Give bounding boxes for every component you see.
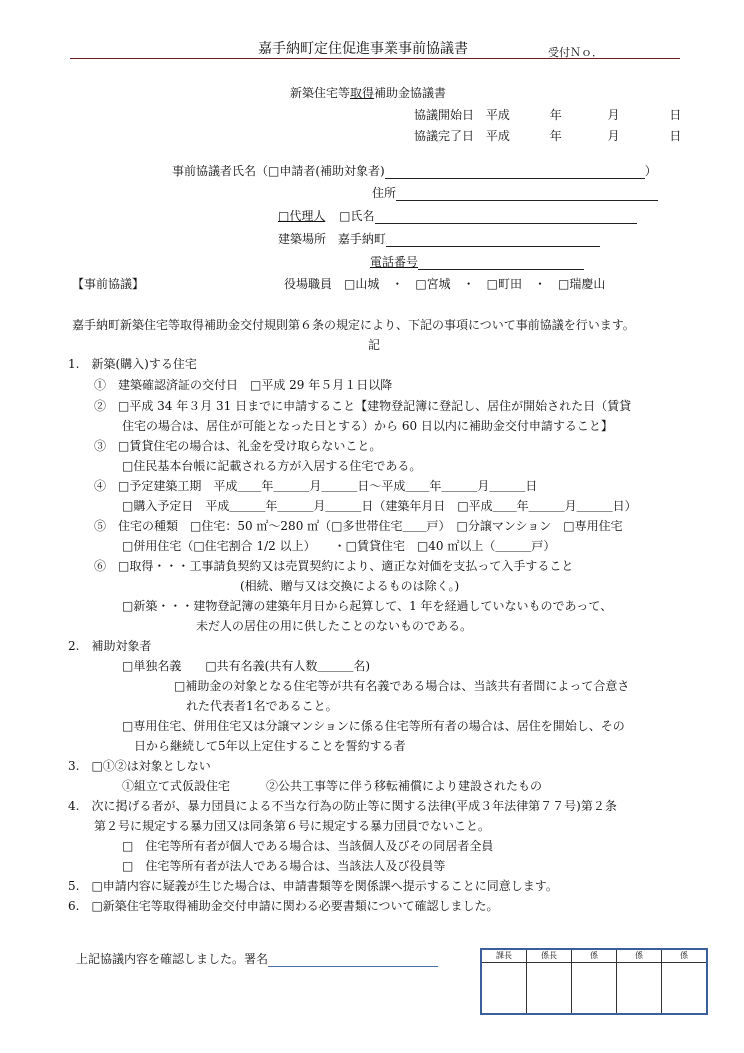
address-field[interactable]: [396, 186, 658, 201]
signature-field[interactable]: [268, 952, 438, 967]
item-line: 5. □申請内容に疑義が生じた場合は、申請書類等を関係課へ提示することに同意します。: [68, 879, 558, 893]
item-line: 住宅の場合は、居住が可能となった日とする）から 60 日以内に補助金交付申請すること】: [122, 419, 613, 433]
item-line: れた代表者1名であること。: [186, 699, 338, 713]
item-line: ② □平成 34 年３月 31 日までに申請すること【建物登記簿に登記し、居住が開始された日（賃貸: [94, 399, 632, 413]
item-line: 第２号に規定する暴力団又は同条第６号に規定する暴力団員でないこと。: [94, 819, 491, 833]
month-unit: 月: [607, 129, 620, 143]
item-line: □補助金の対象となる住宅等が共有名義である場合は、当該共有者間によって合意さ: [174, 679, 630, 693]
stamp-cell[interactable]: [662, 963, 708, 1015]
end-date-row: [414, 127, 681, 144]
stamp-cell[interactable]: [527, 963, 572, 1015]
item-line: □併用住宅（□住宅割合 1/2 以上） ・□賃貸住宅 □40 ㎡以上（＿＿＿戸）: [122, 539, 556, 553]
page-title: 嘉手納町定住促進事業事前協議書: [258, 41, 468, 57]
staff-row: 役場職員 □山城 ・ □宮城 ・ □町田 ・ □瑞慶山: [284, 277, 606, 291]
phone-field[interactable]: [418, 255, 584, 270]
consult-label: 【事前協議】: [72, 277, 145, 291]
item-line: □単独名義 □共有名義(共有人数＿＿＿名): [122, 659, 371, 673]
confirm-label: 上記協議内容を確認しました。署名: [76, 952, 269, 966]
era-label: 平成: [485, 108, 510, 122]
item-line: □ 住宅等所有者が法人である場合は、当該法人及び役員等: [122, 859, 446, 873]
stamp-header: 係: [617, 949, 662, 963]
item-line: ③ □賃貸住宅の場合は、礼金を受け取らないこと。: [94, 439, 382, 453]
proxy-checkbox[interactable]: □代理人: [278, 209, 326, 223]
applicant-name-field[interactable]: [385, 164, 645, 179]
item-line: 1. 新築(購入)する住宅: [68, 357, 197, 371]
form-subtitle: [290, 84, 446, 101]
stamp-cell[interactable]: [572, 963, 617, 1015]
applicant-name-label: 事前協議者氏名（□申請者(補助対象者): [172, 164, 385, 178]
item-line: 4. 次に掲げる者が、暴力団員による不当な行為の防止等に関する法律(平成３年法律第７７号)第２条: [68, 799, 617, 813]
site-label: 建築場所: [278, 232, 327, 246]
intro-text: 嘉手納町新築住宅等取得補助金交付規則第６条の規定により、下記の事項について事前協議を行います。: [72, 318, 635, 332]
stamp-header: 係: [662, 949, 708, 963]
phone-label: 電話番号: [370, 255, 419, 269]
month-unit: 月: [607, 108, 620, 122]
item-line: 6. □新築住宅等取得補助金交付申請に関わる必要書類について確認しました。: [68, 899, 499, 913]
proxy-name-field[interactable]: [375, 209, 637, 224]
site-field[interactable]: [386, 232, 600, 247]
item-line: (相続、贈与又は交換によるものは除く。): [240, 579, 460, 593]
subtitle-mid: 取得: [350, 86, 375, 100]
stamp-cell[interactable]: [617, 963, 662, 1015]
stamp-header: 係: [572, 949, 617, 963]
proxy-row: [278, 207, 637, 224]
item-line: ④ □予定建築工期 平成＿＿年＿＿＿月＿＿＿日～平成＿＿年＿＿＿月＿＿＿日: [94, 479, 538, 493]
receipt-number-label: 受付Ｎｏ．: [548, 46, 603, 59]
item-line: □購入予定日 平成＿＿＿年＿＿＿月＿＿＿日（建築年月日 □平成＿＿年＿＿＿月＿＿＿日）: [122, 499, 637, 513]
subtitle-pre: 新築住宅等: [290, 86, 351, 100]
stamp-header: 係長: [527, 949, 572, 963]
approval-stamp-table: [480, 948, 708, 1015]
item-line: ① 建築確認済証の交付日 □平成 29 年５月１日以降: [94, 378, 393, 392]
item-line: □専用住宅、併用住宅又は分譲マンションに係る住宅等所有者の場合は、居住を開始し、その: [122, 719, 625, 733]
proxy-name-label: □氏名: [339, 209, 375, 223]
subtitle-post: 補助金協議書: [374, 86, 447, 100]
era-label: 平成: [485, 129, 510, 143]
item-line: ①組立て式仮設住宅 ②公共工事等に伴う移転補償により建設されたもの: [122, 779, 543, 793]
address-label: 住所: [372, 186, 397, 200]
start-label: 協議開始日: [414, 108, 475, 122]
site-row: [278, 230, 600, 247]
day-unit: 日: [669, 108, 682, 122]
item-line: □ 住宅等所有者が個人である場合は、当該個人及びその同居者全員: [122, 839, 494, 853]
stamp-header: 課長: [481, 949, 527, 963]
item-line: ⑥ □取得・・・工事請負契約又は売買契約により、適正な対価を支払って入手すること: [94, 559, 574, 573]
applicant-name-row: [172, 162, 657, 179]
item-line: 未だ人の居住の用に供したことのないものである。: [196, 619, 473, 633]
phone-row: [370, 253, 584, 270]
item-line: □新築・・・建物登記簿の建築年月日から起算して、1 年を経過していないものであって、: [122, 599, 613, 613]
end-label: 協議完了日: [414, 129, 475, 143]
header-rule: [70, 58, 680, 59]
item-line: 2. 補助対象者: [68, 639, 152, 653]
item-line: ⑤ 住宅の種類 □住宅：50 ㎡～280 ㎡（□多世帯住宅＿＿戸） □分譲マンション □専用住宅: [94, 519, 623, 533]
year-unit: 年: [549, 108, 562, 122]
confirm-row: [76, 950, 438, 967]
ki-label: 記: [368, 338, 381, 352]
year-unit: 年: [549, 129, 562, 143]
item-line: 日から継続して5年以上定住することを誓約する者: [134, 739, 406, 753]
day-unit: 日: [669, 129, 682, 143]
item-line: 3. □①②は対象としない: [68, 759, 211, 773]
address-row: [372, 184, 658, 201]
close-paren: ）: [644, 164, 657, 178]
site-value: 嘉手納町: [337, 232, 386, 246]
start-date-row: [414, 106, 681, 123]
stamp-cell[interactable]: [481, 963, 527, 1015]
item-line: □住民基本台帳に記載される方が入居する住宅である。: [122, 459, 422, 473]
